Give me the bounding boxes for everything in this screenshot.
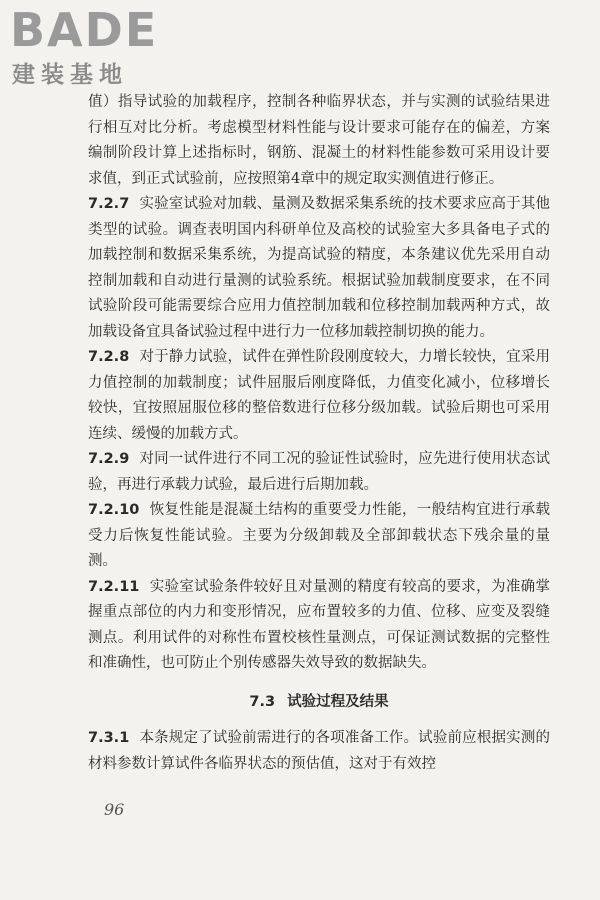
page-number: 96 [104,800,125,819]
page-body [88,90,550,777]
clause-7-2-7 [88,192,550,345]
clause-7-2-9 [88,447,550,498]
clause-7-3-1 [88,726,550,777]
section-heading [88,690,550,716]
clause-text: 对同一试件进行不同工况的验证性试验时，应先进行使用状态试验，再进行承载力试验，最后进行后期加载。 [88,451,550,493]
clause-7-2-8 [88,345,550,447]
logo-subtitle: 建装基地 [12,62,128,88]
clause-text: 实验室试验对加载、量测及数据采集系统的技术要求应高于其他类型的试验。调查表明国内科研单位及高校的试验室大多具备电子式的加载控制和数据采集系统，为提高试验的精度，本条建议优先采用自动控制加载和自动进行量测的试验系统。根据试验加载制度要求，在不同试验阶段可能需要综合应用力值控制加载和位移控制加载两种方式，故加载设备宜具备试验过程中进行力一位移加载控制切换的能力。 [88,196,550,340]
clause-number: 7.3.1 [88,730,130,746]
logo-wordmark: BADE [10,3,159,57]
section-title: 试验过程及结果 [287,693,389,710]
bade-logo [10,4,190,90]
clause-text: 对于静力试验，试件在弹性阶段刚度较大，力增长较快，宜采用力值控制的加载制度；试件屈服后刚度降低，力值变化减小，位移增长较快，宜按照屈服位移的整倍数进行位移分级加载。试验后期也可采用连续、缓慢的加载方式。 [88,349,550,442]
continued-paragraph: 值）指导试验的加载程序，控制各种临界状态，并与实测的试验结果进行相互对比分析。考虑模型材料性能与设计要求可能存在的偏差，方案编制阶段计算上述指标时，钢筋、混凝土的材料性能参数可采用设计要求值，到正式试验前，应按照第4章中的规定取实测值进行修正。 [88,94,550,187]
clause-text: 实验室试验条件较好且对量测的精度有较高的要求，为准确掌握重点部位的内力和变形情况，应布置较多的力值、位移、应变及裂缝测点。利用试件的对称性布置校核性量测点，可保证测试数据的完整性和准确性，也可防止个别传感器失效导致的数据缺失。 [88,578,550,671]
clause-number: 7.2.11 [88,578,140,595]
clause-7-2-10 [88,498,550,575]
clause-7-2-11 [88,575,550,677]
clause-number: 7.2.7 [88,196,130,212]
clause-text: 恢复性能是混凝土结构的重要受力性能，一般结构宜进行承载受力后恢复性能试验。主要为分级卸载及全部卸载状态下残余量的量测。 [88,502,550,569]
section-number: 7.3 [249,693,276,710]
clause-number: 7.2.9 [88,451,130,467]
clause-number: 7.2.10 [88,502,140,518]
clause-text: 本条规定了试验前需进行的各项准备工作。试验前应根据实测的材料参数计算试件各临界状态的预估值，这对于有效控 [88,730,550,772]
clause-number: 7.2.8 [88,349,130,365]
